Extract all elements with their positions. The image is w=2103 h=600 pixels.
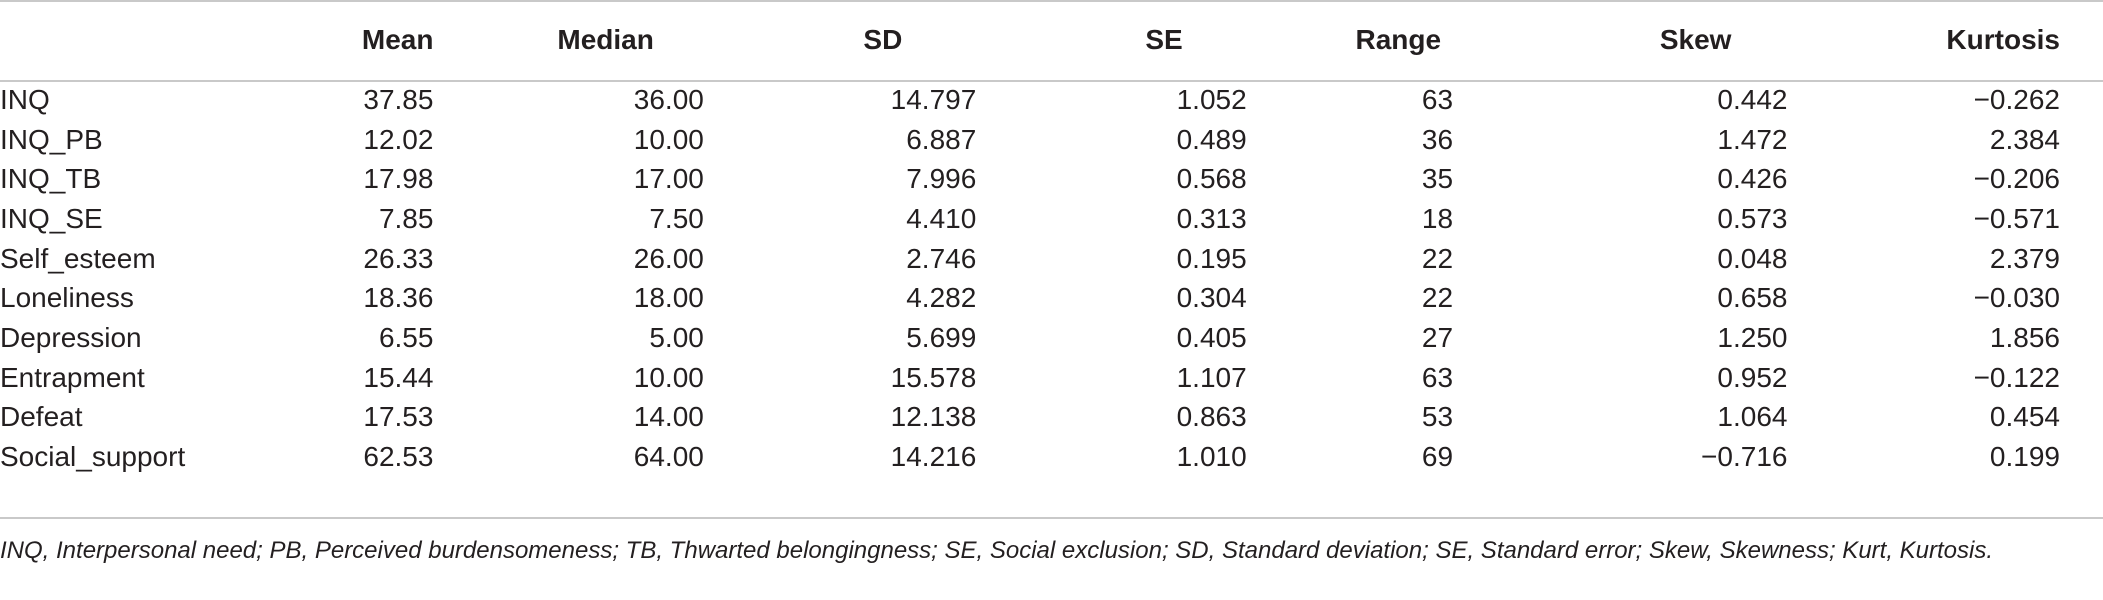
cell-sd: 5.699 (906, 321, 977, 353)
cell-median: 7.50 (649, 202, 704, 234)
row-label: INQ (0, 83, 50, 115)
table-row (0, 398, 2060, 438)
cell-median: 5.00 (649, 321, 704, 353)
row-label: Social_support (0, 441, 186, 473)
cell-skew: 0.426 (1717, 163, 1788, 195)
header-cell-empty (0, 0, 341, 80)
row-label: Self_esteem (0, 242, 156, 274)
cell-mean: 17.98 (363, 163, 434, 195)
cell-se: 0.405 (1176, 321, 1247, 353)
cell-kurtosis: −0.571 (1973, 202, 2060, 234)
cell-sd: 4.410 (906, 202, 977, 234)
cell-range: 53 (1421, 401, 1454, 433)
header-cell-mean: Mean (361, 24, 434, 55)
cell-skew: 0.573 (1717, 202, 1788, 234)
table-row (0, 120, 2060, 160)
row-label: Depression (0, 321, 142, 353)
table-row (0, 159, 2060, 199)
cell-skew: 1.250 (1717, 321, 1788, 353)
cell-mean: 15.44 (363, 361, 434, 393)
cell-kurtosis: 1.856 (1989, 321, 2060, 353)
cell-skew: −0.716 (1701, 441, 1788, 473)
cell-median: 14.00 (633, 401, 704, 433)
cell-skew: 0.658 (1717, 282, 1788, 314)
table-row (0, 80, 2060, 120)
cell-median: 10.00 (633, 361, 704, 393)
cell-se: 1.052 (1176, 83, 1247, 115)
cell-skew: 0.048 (1717, 242, 1788, 274)
header-row (0, 0, 2060, 80)
cell-se: 1.107 (1176, 361, 1247, 393)
cell-median: 36.00 (633, 83, 704, 115)
table-row (0, 437, 2060, 477)
cell-skew: 1.064 (1717, 401, 1788, 433)
header-cell-skew: Skew (1659, 24, 1732, 55)
cell-skew: 0.442 (1717, 83, 1788, 115)
cell-se: 0.304 (1176, 282, 1247, 314)
cell-kurtosis: −0.030 (1973, 282, 2060, 314)
cell-range: 69 (1421, 441, 1454, 473)
cell-range: 63 (1421, 361, 1454, 393)
cell-mean: 26.33 (363, 242, 434, 274)
cell-range: 22 (1421, 242, 1454, 274)
cell-median: 18.00 (633, 282, 704, 314)
cell-se: 0.489 (1176, 123, 1247, 155)
cell-sd: 14.797 (890, 83, 977, 115)
cell-range: 18 (1421, 202, 1454, 234)
table-row (0, 278, 2060, 318)
header-cell-kurtosis: Kurtosis (1946, 24, 2060, 55)
cell-range: 27 (1421, 321, 1454, 353)
cell-range: 22 (1421, 282, 1454, 314)
cell-kurtosis: 2.384 (1989, 123, 2060, 155)
cell-mean: 18.36 (363, 282, 434, 314)
cell-mean: 62.53 (363, 441, 434, 473)
cell-mean: 37.85 (363, 83, 434, 115)
cell-sd: 12.138 (890, 401, 977, 433)
cell-se: 0.863 (1176, 401, 1247, 433)
cell-range: 36 (1421, 123, 1454, 155)
cell-kurtosis: −0.206 (1973, 163, 2060, 195)
row-label: INQ_TB (0, 163, 102, 195)
table-row (0, 358, 2060, 398)
table-row (0, 199, 2060, 239)
row-label: Defeat (0, 401, 83, 433)
cell-se: 1.010 (1176, 441, 1247, 473)
cell-median: 64.00 (633, 441, 704, 473)
cell-se: 0.568 (1176, 163, 1247, 195)
cell-median: 10.00 (633, 123, 704, 155)
table-row (0, 239, 2060, 279)
cell-kurtosis: −0.262 (1973, 83, 2060, 115)
cell-median: 26.00 (633, 242, 704, 274)
cell-sd: 4.282 (906, 282, 977, 314)
cell-mean: 7.85 (378, 202, 434, 234)
row-label: INQ_PB (0, 123, 103, 155)
row-label: Loneliness (0, 282, 134, 314)
cell-mean: 6.55 (378, 321, 434, 353)
table-row (0, 318, 2060, 358)
cell-se: 0.313 (1176, 202, 1247, 234)
row-label: INQ_SE (0, 202, 103, 234)
bottom-rule (0, 517, 2103, 519)
table-footnote: INQ, Interpersonal need; PB, Perceived burdensomeness; TB, Thwarted belongingness; SE, Social exclusion; SD, Standard deviation; SE, Standard error; Skew, Skewness; Kurt, Kurtosis. (0, 537, 1994, 564)
cell-se: 0.195 (1176, 242, 1247, 274)
cell-kurtosis: 0.199 (1989, 441, 2060, 473)
cell-kurtosis: −0.122 (1973, 361, 2060, 393)
header-cell-median: Median (557, 24, 654, 55)
cell-range: 63 (1421, 83, 1454, 115)
cell-kurtosis: 2.379 (1989, 242, 2060, 274)
cell-sd: 6.887 (906, 123, 977, 155)
cell-mean: 17.53 (363, 401, 434, 433)
cell-sd: 7.996 (906, 163, 977, 195)
cell-kurtosis: 0.454 (1989, 401, 2060, 433)
cell-sd: 14.216 (890, 441, 977, 473)
cell-skew: 0.952 (1717, 361, 1788, 393)
cell-sd: 2.746 (906, 242, 977, 274)
header-cell-se: SE (1145, 24, 1183, 55)
cell-sd: 15.578 (890, 361, 977, 393)
cell-median: 17.00 (633, 163, 704, 195)
header-cell-range: Range (1355, 24, 1442, 55)
cell-range: 35 (1421, 163, 1454, 195)
cell-mean: 12.02 (363, 123, 434, 155)
table-body (0, 80, 2060, 477)
row-label: Entrapment (0, 361, 145, 393)
cell-skew: 1.472 (1717, 123, 1788, 155)
header-cell-sd: SD (863, 24, 903, 55)
